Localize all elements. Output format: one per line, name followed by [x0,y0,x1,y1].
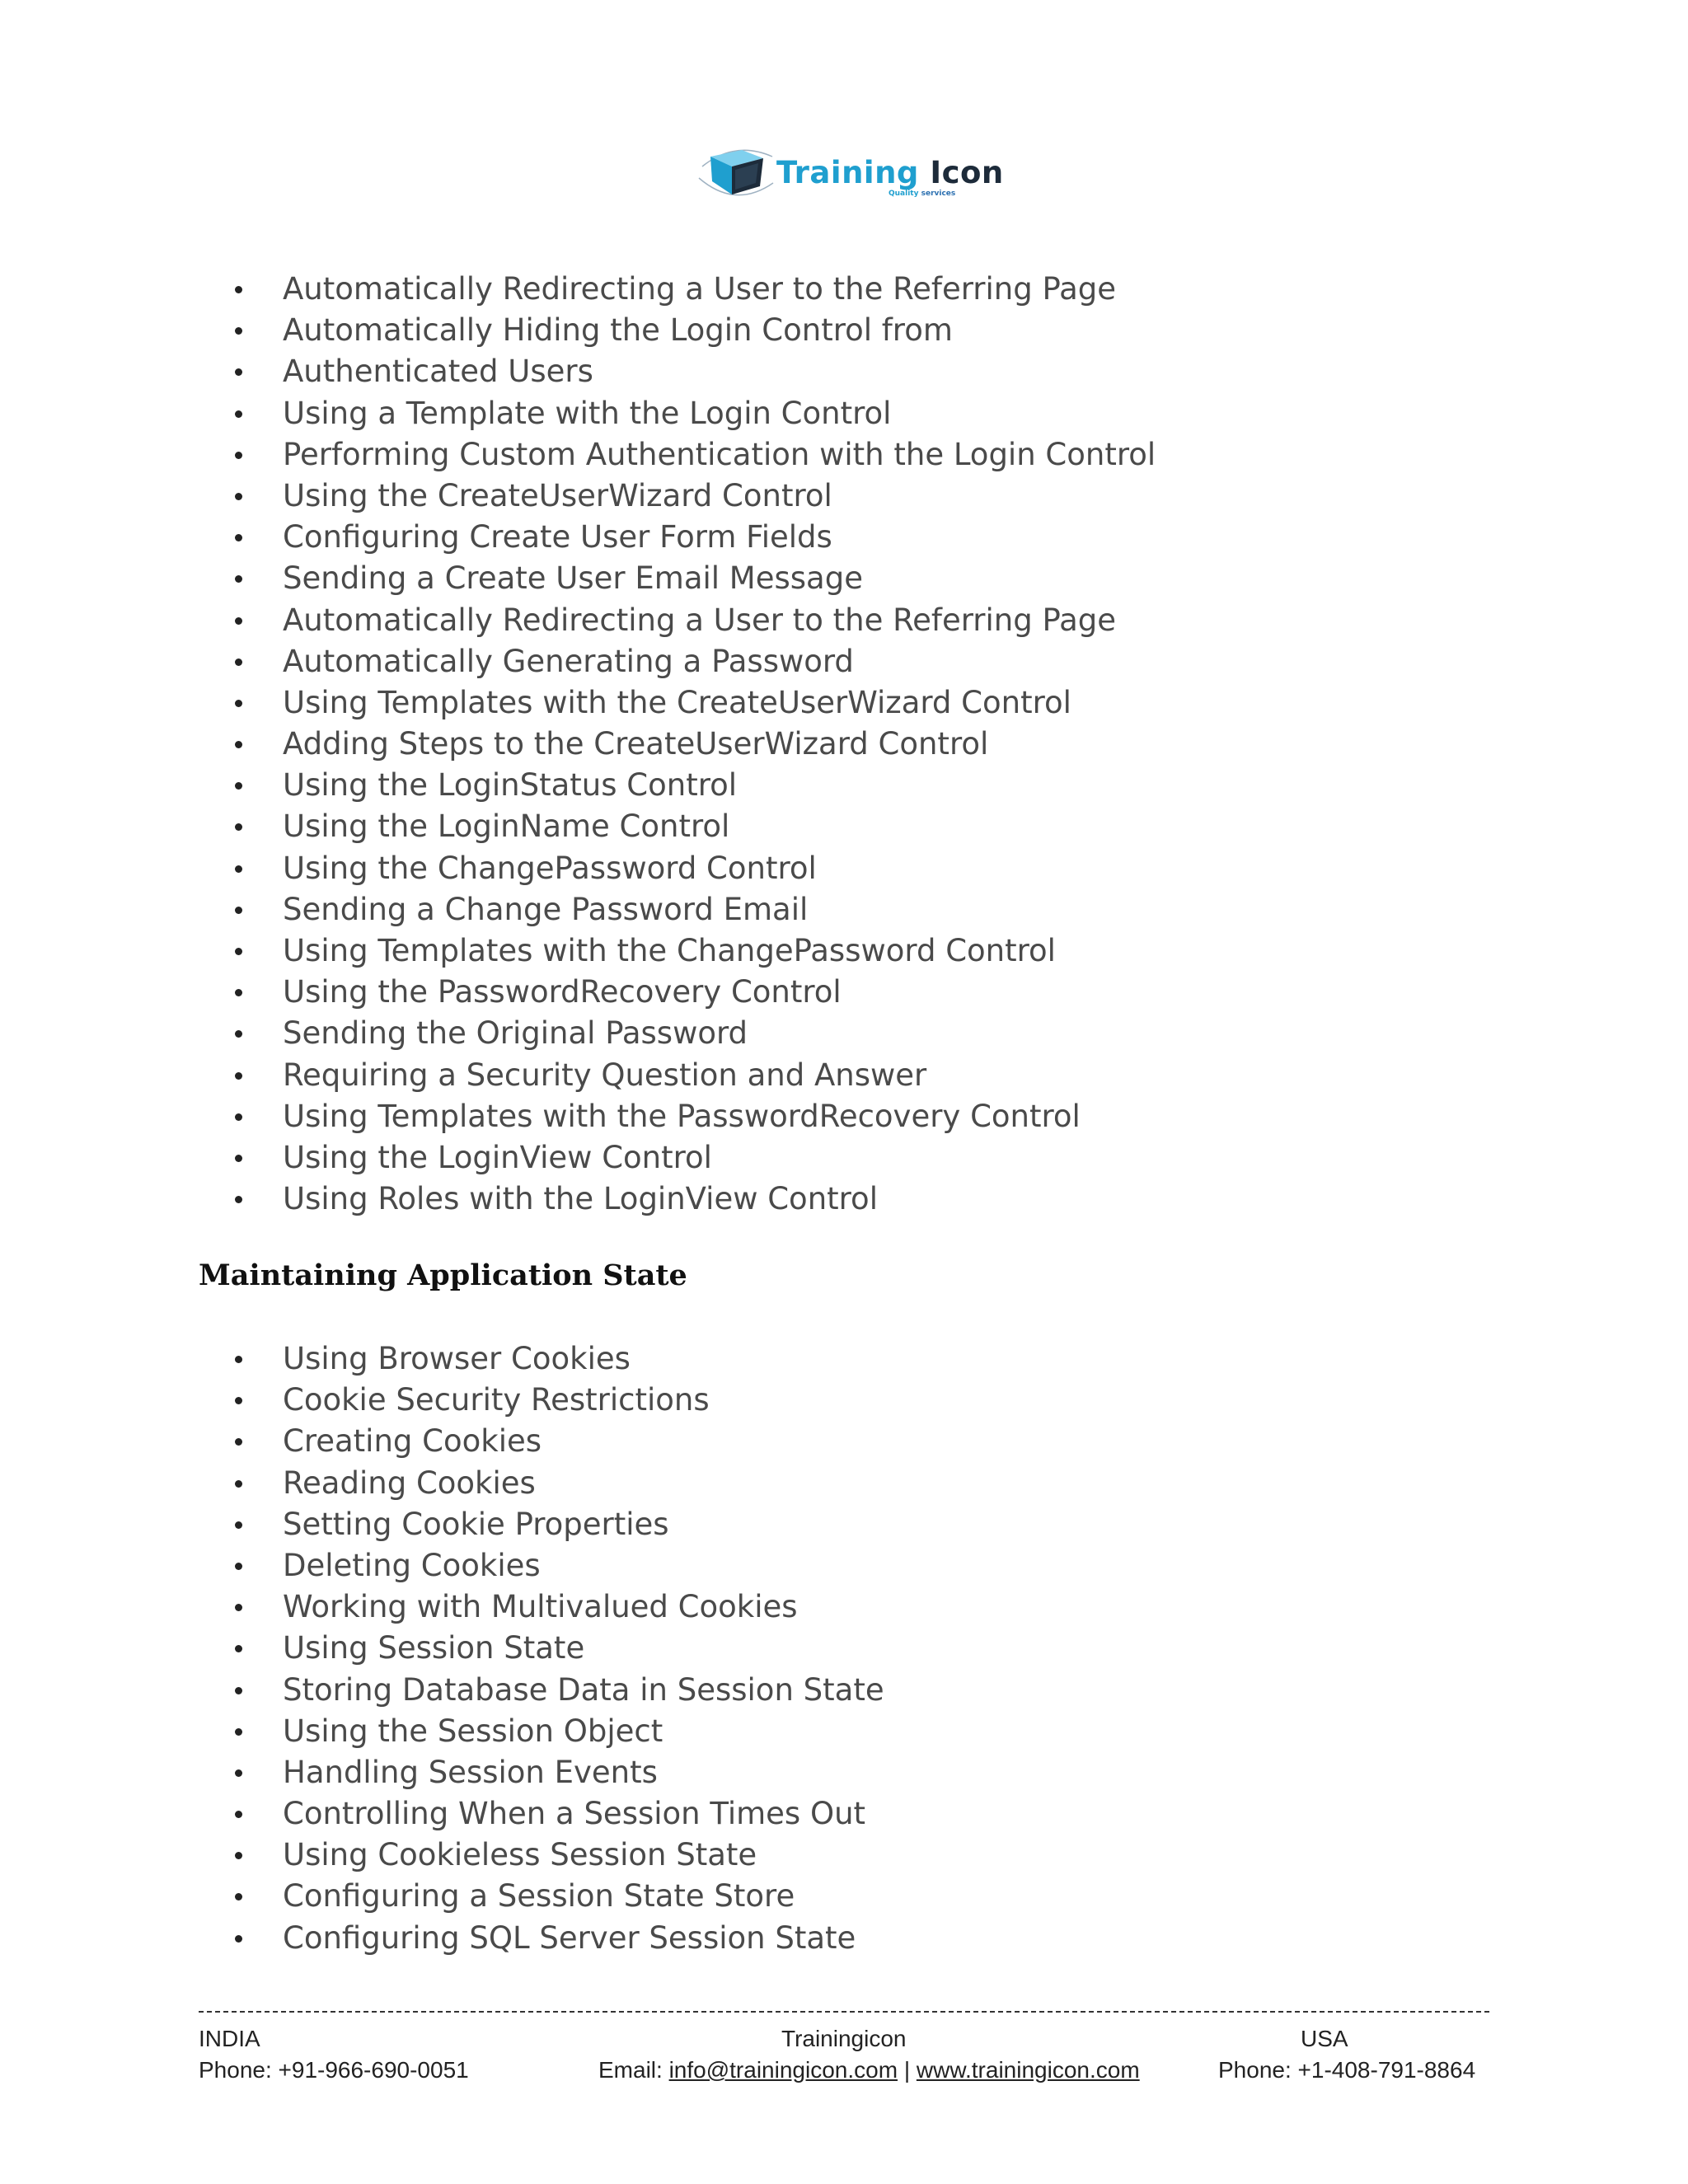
list-item-text: Automatically Redirecting a User to the Referring Page [283,271,1117,307]
bullet-icon [235,1728,242,1736]
list-item-text: Using the ChangePassword Control [283,850,817,886]
footer-left-phone: Phone: +91-966-690-0051 [199,2057,469,2083]
bullet-icon [235,534,242,541]
footer-divider [199,2011,1489,2013]
list-item-text: Sending a Change Password Email [283,891,809,927]
logo-word-training: Training [776,155,919,190]
bullet-icon [235,1604,242,1611]
bullet-icon [235,1397,242,1404]
bullet-icon [235,1438,242,1446]
footer-website-link[interactable]: www.trainingicon.com [916,2057,1140,2083]
bullet-icon [235,617,242,625]
bullet-icon [235,700,242,707]
list-item-text: Using Cookieless Session State [283,1837,757,1873]
logo-word-icon: Icon [930,155,1004,190]
list-item-text: Authenticated Users [283,354,593,390]
bullet-icon [235,865,242,873]
list-item-text: Cookie Security Restrictions [283,1382,710,1418]
list-item-text: Using the LoginName Control [283,808,730,845]
bullet-icon [235,1196,242,1203]
list-item-text: Using a Template with the Login Control [283,395,892,431]
logo-tagline-word-1: Quality [889,190,919,198]
list-item-text: Configuring SQL Server Session State [283,1919,856,1956]
list-item-text: Using Session State [283,1630,585,1666]
bullet-icon [235,989,242,996]
training-icon-logo [694,140,1004,214]
list-item-text: Using Browser Cookies [283,1341,631,1376]
list-item-text: Deleting Cookies [283,1547,541,1583]
bullet-icon [235,1072,242,1080]
list-item-text: Using Templates with the CreateUserWizard Control [283,684,1071,720]
list-item-text: Using the LoginStatus Control [283,767,738,804]
footer-email-link[interactable]: info@trainingicon.com [668,2057,898,2083]
logo-tagline-word-2: services [921,190,956,198]
bullet-icon [235,1356,242,1363]
footer-center-label: Trainingicon [781,2026,907,2051]
list-item-text: Using the CreateUserWizard Control [283,477,832,513]
bullet-icon [235,493,242,500]
bullet-icon [235,410,242,418]
list-item-text: Automatically Redirecting a User to the Referring Page [283,602,1117,638]
list-item-text: Creating Cookies [283,1423,542,1460]
section-heading: Maintaining Application State [199,1258,687,1292]
cube-logo-icon [694,142,776,208]
bullet-icon [235,823,242,831]
footer-right-phone: Phone: +1-408-791-8864 [1218,2057,1476,2083]
list-item-text: Using the Session Object [283,1713,663,1749]
bullet-icon [235,327,242,335]
list-item-text: Performing Custom Authentication with the Login Control [283,436,1156,472]
bullet-icon [235,1155,242,1162]
bullet-icon [235,1893,242,1900]
list-item-text: Automatically Hiding the Login Control from [283,312,953,349]
list-item-text: Using Templates with the ChangePassword Control [283,933,1056,968]
list-item-text: Reading Cookies [283,1465,536,1501]
list-item-text: Using the LoginView Control [283,1139,712,1175]
bullet-icon [235,782,242,790]
bullet-icon [235,1811,242,1818]
bullet-icon [235,741,242,748]
bullet-icon [235,1563,242,1570]
footer-contact-line [598,2055,1140,2085]
list-item-text: Storing Database Data in Session State [283,1671,884,1708]
list-item-text: Automatically Generating a Password [283,643,854,679]
bullet-icon [235,575,242,583]
bullet-icon [235,1480,242,1488]
bullet-icon [235,1852,242,1859]
footer-separator: | [903,2057,911,2083]
bullet-icon [235,286,242,293]
list-item-text: Configuring a Session State Store [283,1878,795,1915]
list-item-text: Controlling When a Session Times Out [283,1796,866,1832]
footer-right-label: USA [1301,2026,1348,2051]
footer-email-prefix: Email: [598,2057,669,2083]
logo-tagline [889,190,955,198]
bullet-icon [235,1935,242,1943]
bullet-icon [235,907,242,914]
list-item-text: Adding Steps to the CreateUserWizard Control [283,726,989,762]
list-item-text: Using the PasswordRecovery Control [283,974,842,1010]
list-item-text: Requiring a Security Question and Answer [283,1057,927,1093]
bullet-icon [235,1645,242,1652]
logo-wordmark [776,155,1004,190]
list-item-text: Handling Session Events [283,1754,658,1790]
bullet-icon [235,1113,242,1121]
list-item-text: Using Templates with the PasswordRecovery Control [283,1098,1081,1134]
list-item-text: Configuring Create User Form Fields [283,519,832,555]
list-item-text: Setting Cookie Properties [283,1506,669,1542]
bullet-icon [235,452,242,459]
list-item-text: Sending a Create User Email Message [283,560,863,597]
bullet-icon [235,1521,242,1529]
list-item-text: Using Roles with the LoginView Control [283,1181,878,1217]
bullet-icon [235,368,242,376]
footer-left-label: INDIA [199,2026,260,2051]
bullet-icon [235,1687,242,1694]
list-item-text: Sending the Original Password [283,1015,748,1052]
bullet-icon [235,658,242,666]
bullet-icon [235,948,242,955]
bullet-icon [235,1769,242,1777]
list-item-text: Working with Multivalued Cookies [283,1589,798,1625]
bullet-icon [235,1030,242,1038]
